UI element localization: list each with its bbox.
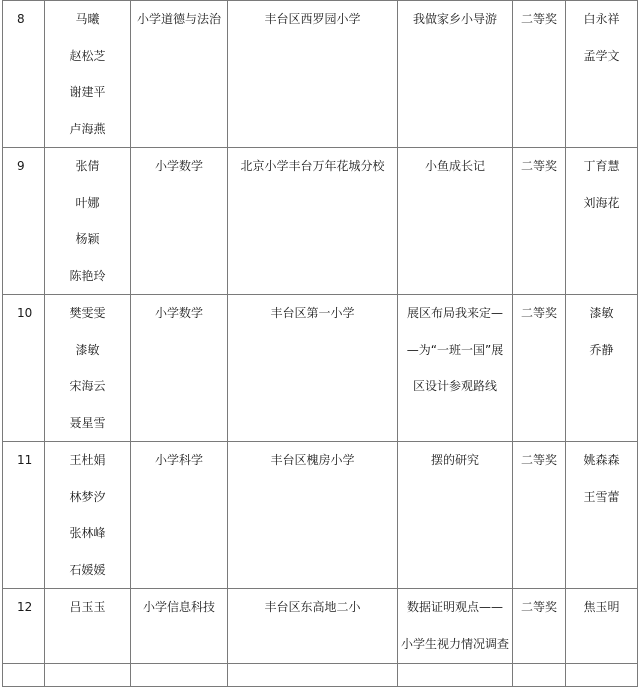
project-title-cell bbox=[398, 295, 513, 442]
school-cell bbox=[228, 148, 398, 295]
subject-label: 小学信息科技 bbox=[142, 600, 215, 614]
school-name: 丰台区第一小学 bbox=[270, 306, 355, 320]
mentor-name: 漆敏 bbox=[589, 306, 614, 320]
school-cell bbox=[228, 442, 398, 589]
subject-cell bbox=[131, 1, 228, 148]
participants-cell bbox=[45, 589, 131, 664]
entry-number: 8 bbox=[17, 12, 25, 26]
participant-name: 谢建平 bbox=[69, 85, 106, 99]
subject-label: 小学科学 bbox=[154, 453, 203, 467]
table-row-partial bbox=[3, 664, 638, 687]
award-level: 二等奖 bbox=[520, 600, 557, 614]
mentor-name: 丁育慧 bbox=[583, 159, 620, 173]
empty-cell bbox=[228, 664, 398, 687]
participant-name: 林梦汐 bbox=[69, 489, 106, 504]
entry-number: 12 bbox=[17, 600, 33, 614]
participant-name: 樊雯雯 bbox=[69, 306, 106, 320]
participant-name: 吕玉玉 bbox=[69, 600, 106, 614]
entry-number-cell bbox=[3, 589, 45, 664]
mentor-name: 姚森森 bbox=[583, 453, 620, 467]
school-name: 丰台区西罗园小学 bbox=[264, 12, 361, 26]
award-level: 二等奖 bbox=[520, 159, 557, 173]
mentor-name: 王雪蕾 bbox=[583, 489, 620, 504]
school-name: 丰台区东高地二小 bbox=[264, 600, 361, 614]
award-cell bbox=[513, 442, 566, 589]
subject-cell bbox=[131, 295, 228, 442]
project-title-line: 数据证明观点—— bbox=[406, 600, 503, 614]
participants-cell bbox=[45, 295, 131, 442]
award-cell bbox=[513, 1, 566, 148]
school-cell bbox=[228, 589, 398, 664]
project-title-line: 小学生视力情况调查 bbox=[400, 636, 509, 651]
mentors-cell bbox=[566, 1, 638, 148]
entry-number: 9 bbox=[17, 159, 25, 173]
award-cell bbox=[513, 148, 566, 295]
project-title-cell bbox=[398, 442, 513, 589]
subject-cell bbox=[131, 148, 228, 295]
project-title-line: 摆的研究 bbox=[430, 453, 479, 467]
table-row bbox=[3, 148, 638, 295]
participant-name: 叶娜 bbox=[75, 195, 100, 210]
table-row bbox=[3, 589, 638, 664]
project-title-cell bbox=[398, 589, 513, 664]
project-title-cell bbox=[398, 148, 513, 295]
awards-table bbox=[2, 0, 638, 687]
empty-cell bbox=[398, 664, 513, 687]
participant-name: 杨颖 bbox=[75, 232, 100, 246]
mentors-cell bbox=[566, 589, 638, 664]
mentor-name: 孟学文 bbox=[583, 48, 620, 63]
awards-table-body bbox=[3, 1, 638, 687]
mentor-name: 乔静 bbox=[589, 342, 614, 357]
mentors-cell bbox=[566, 442, 638, 589]
entry-number: 11 bbox=[17, 453, 33, 467]
participant-name: 马曦 bbox=[75, 12, 100, 26]
school-name: 北京小学丰台万年花城分校 bbox=[240, 159, 385, 173]
participant-name: 宋海云 bbox=[69, 379, 106, 393]
subject-cell bbox=[131, 442, 228, 589]
award-level: 二等奖 bbox=[520, 12, 557, 26]
school-cell bbox=[228, 295, 398, 442]
entry-number-cell bbox=[3, 442, 45, 589]
entry-number-cell bbox=[3, 1, 45, 148]
mentor-name: 白永祥 bbox=[583, 12, 620, 26]
empty-cell bbox=[131, 664, 228, 687]
table-row bbox=[3, 442, 638, 589]
empty-cell bbox=[566, 664, 638, 687]
participant-name: 张倩 bbox=[75, 159, 100, 173]
participant-name: 漆敏 bbox=[75, 342, 100, 357]
subject-label: 小学数学 bbox=[154, 159, 203, 173]
mentor-name: 焦玉明 bbox=[583, 600, 620, 614]
entry-number: 10 bbox=[17, 306, 33, 320]
participant-name: 陈艳玲 bbox=[69, 268, 106, 283]
school-name: 丰台区槐房小学 bbox=[270, 453, 355, 467]
mentor-name: 刘海花 bbox=[583, 195, 620, 210]
project-title-cell bbox=[398, 1, 513, 148]
table-row bbox=[3, 295, 638, 442]
award-level: 二等奖 bbox=[520, 306, 557, 320]
mentors-cell bbox=[566, 148, 638, 295]
participant-name: 张林峰 bbox=[69, 526, 106, 540]
project-title-line: 展区布局我来定— bbox=[406, 306, 503, 320]
entry-number-cell bbox=[3, 148, 45, 295]
project-title-line: —为“一班一国”展 bbox=[406, 342, 504, 357]
school-cell bbox=[228, 1, 398, 148]
empty-cell bbox=[3, 664, 45, 687]
table-row bbox=[3, 1, 638, 148]
award-level: 二等奖 bbox=[520, 453, 557, 467]
participant-name: 石媛媛 bbox=[69, 562, 106, 577]
mentors-cell bbox=[566, 295, 638, 442]
subject-cell bbox=[131, 589, 228, 664]
award-cell bbox=[513, 295, 566, 442]
award-cell bbox=[513, 589, 566, 664]
participants-cell bbox=[45, 1, 131, 148]
project-title-line: 我做家乡小导游 bbox=[412, 12, 497, 26]
participants-cell bbox=[45, 148, 131, 295]
project-title-line: 小鱼成长记 bbox=[424, 159, 485, 173]
participant-name: 卢海燕 bbox=[69, 121, 106, 136]
entry-number-cell bbox=[3, 295, 45, 442]
participant-name: 赵松芝 bbox=[69, 48, 106, 63]
empty-cell bbox=[513, 664, 566, 687]
empty-cell bbox=[45, 664, 131, 687]
subject-label: 小学数学 bbox=[154, 306, 203, 320]
project-title-line: 区设计参观路线 bbox=[412, 379, 497, 393]
participant-name: 王杜娟 bbox=[69, 453, 106, 467]
subject-label: 小学道德与法治 bbox=[136, 12, 221, 26]
participants-cell bbox=[45, 442, 131, 589]
participant-name: 聂星雪 bbox=[69, 415, 106, 430]
